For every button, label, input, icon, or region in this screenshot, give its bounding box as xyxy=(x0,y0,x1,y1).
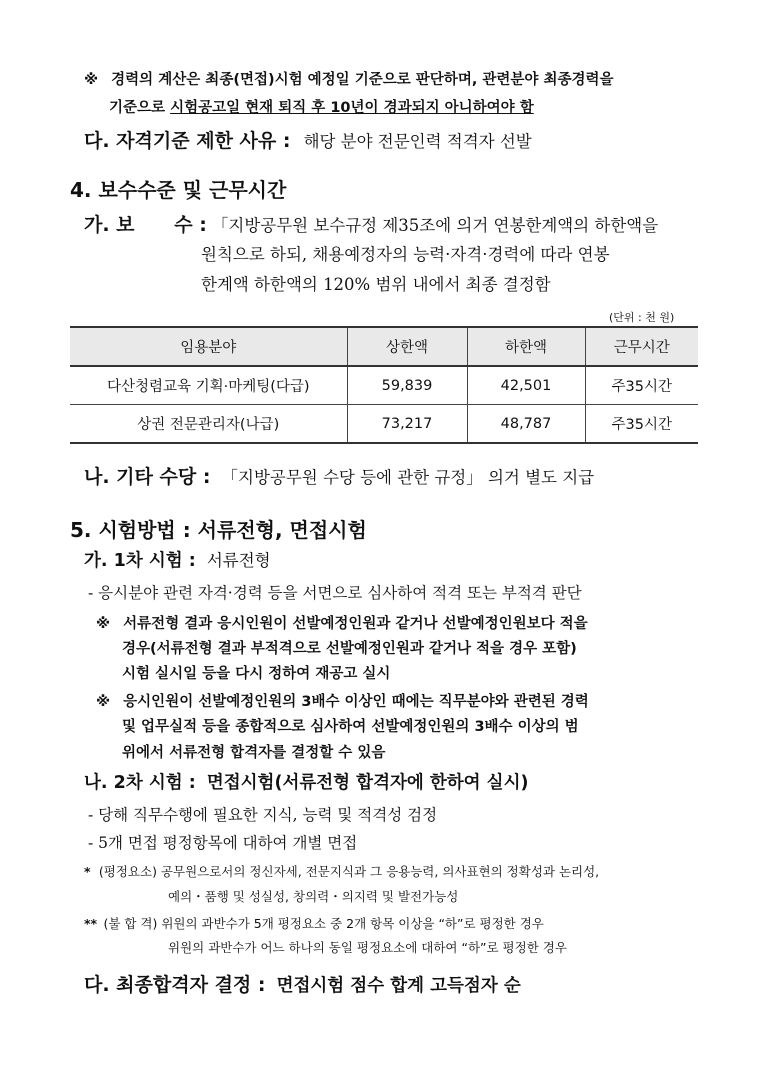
pay-line-3: 한계액 하한액의 120% 범위 내에서 최종 결정함 xyxy=(201,275,551,294)
second-exam-heading: 나. 2차 시험 : 면접시험(서류전형 합격자에 한하여 실시) xyxy=(84,773,529,793)
eval-note-line-2: 예의・품행 및 성실성, 창의력・의지력 및 발전가능성 xyxy=(168,889,459,904)
cell-upper: 73,217 xyxy=(347,405,467,444)
section-5-title: 5. 시험방법 : 서류전형, 면접시험 xyxy=(70,518,367,542)
table-row xyxy=(70,366,698,405)
table-row xyxy=(70,405,698,444)
cell-hours: 주35시간 xyxy=(585,366,698,405)
pay-heading: 가. 보 수 : 「지방공무원 보수규정 제35조에 의거 연봉한계액의 하한액을 xyxy=(84,214,659,236)
cell-lower: 48,787 xyxy=(467,405,585,444)
header-hours: 근무시간 xyxy=(585,327,698,366)
final-heading: 다. 최종합격자 결정 : 면접시험 점수 합계 고득점자 순 xyxy=(84,974,521,996)
salary-table xyxy=(70,326,698,444)
fail-note-line-1: ** (불 합 격) 위원의 과반수가 5개 평정요소 중 2개 항목 이상을 “하”로 평정한 경우 xyxy=(84,916,544,931)
underlined-condition: 시험공고일 현재 퇴직 후 10년이 경과되지 아니하여야 함 xyxy=(170,100,534,116)
note1-line-1: ※ 서류전형 결과 응시인원이 선발예정인원과 같거나 선발예정인원보다 적을 xyxy=(96,616,588,632)
section-4-title: 4. 보수수준 및 근무시간 xyxy=(70,178,287,202)
header-field: 임용분야 xyxy=(70,327,347,366)
fail-note-line-2: 위원의 과반수가 어느 하나의 동일 평정요소에 대하여 “하”로 평정한 경우 xyxy=(168,940,567,955)
note2-line-3: 위에서 서류전형 합격자를 결정할 수 있음 xyxy=(122,745,386,761)
cell-lower: 42,501 xyxy=(467,366,585,405)
note-mark: ※ xyxy=(84,72,99,88)
cell-hours: 주35시간 xyxy=(585,405,698,444)
first-exam-bullet: - 응시분야 관련 자격·경력 등을 서면으로 심사하여 적격 또는 부적격 판단 xyxy=(88,584,582,602)
note1-line-3: 시험 실시일 등을 다시 정하여 재공고 실시 xyxy=(122,666,391,682)
header-lower: 하한액 xyxy=(467,327,585,366)
eval-note-line-1: * (평정요소) 공무원으로서의 정신자세, 전문지식과 그 응용능력, 의사표현의 정확성과 논리성, xyxy=(84,864,600,879)
qual-limit-heading: 다. 자격기준 제한 사유 : 해당 분야 전문인력 적격자 선발 xyxy=(84,130,532,152)
pay-line-2: 원칙으로 하되, 채용예정자의 능력·자격·경력에 따라 연봉 xyxy=(201,245,610,264)
cell-field: 상권 전문관리자(나급) xyxy=(70,405,347,444)
table-header-row xyxy=(70,327,698,366)
second-exam-bullet-1: - 당해 직무수행에 필요한 지식, 능력 및 적격성 검정 xyxy=(88,806,438,824)
first-exam-heading: 가. 1차 시험 : 서류전형 xyxy=(84,551,271,571)
cell-upper: 59,839 xyxy=(347,366,467,405)
note1-line-2: 경우(서류전형 결과 부적격으로 선발예정인원과 같거나 적을 경우 포함) xyxy=(122,641,577,657)
unit-label: (단위 : 천 원) xyxy=(609,311,675,324)
career-note-line-1: ※ 경력의 계산은 최종(면접)시험 예정일 기준으로 판단하며, 관련분야 최종경력을 xyxy=(84,72,614,88)
header-upper: 상한액 xyxy=(347,327,467,366)
second-exam-bullet-2: - 5개 면접 평정항목에 대하여 개별 면접 xyxy=(88,834,358,852)
note2-line-1: ※ 응시인원이 선발예정인원의 3배수 이상인 때에는 직무분야와 관련된 경력 xyxy=(96,694,589,710)
career-note-line-2: 기준으로 시험공고일 현재 퇴직 후 10년이 경과되지 아니하여야 함 xyxy=(109,100,534,116)
cell-field: 다산청렴교육 기획·마케팅(다급) xyxy=(70,366,347,405)
note2-line-2: 및 업무실적 등을 종합적으로 심사하여 선발예정인원의 3배수 이상의 범 xyxy=(122,719,579,735)
allowance-heading: 나. 기타 수당 : 「지방공무원 수당 등에 관한 규정」 의거 별도 지급 xyxy=(84,466,595,488)
